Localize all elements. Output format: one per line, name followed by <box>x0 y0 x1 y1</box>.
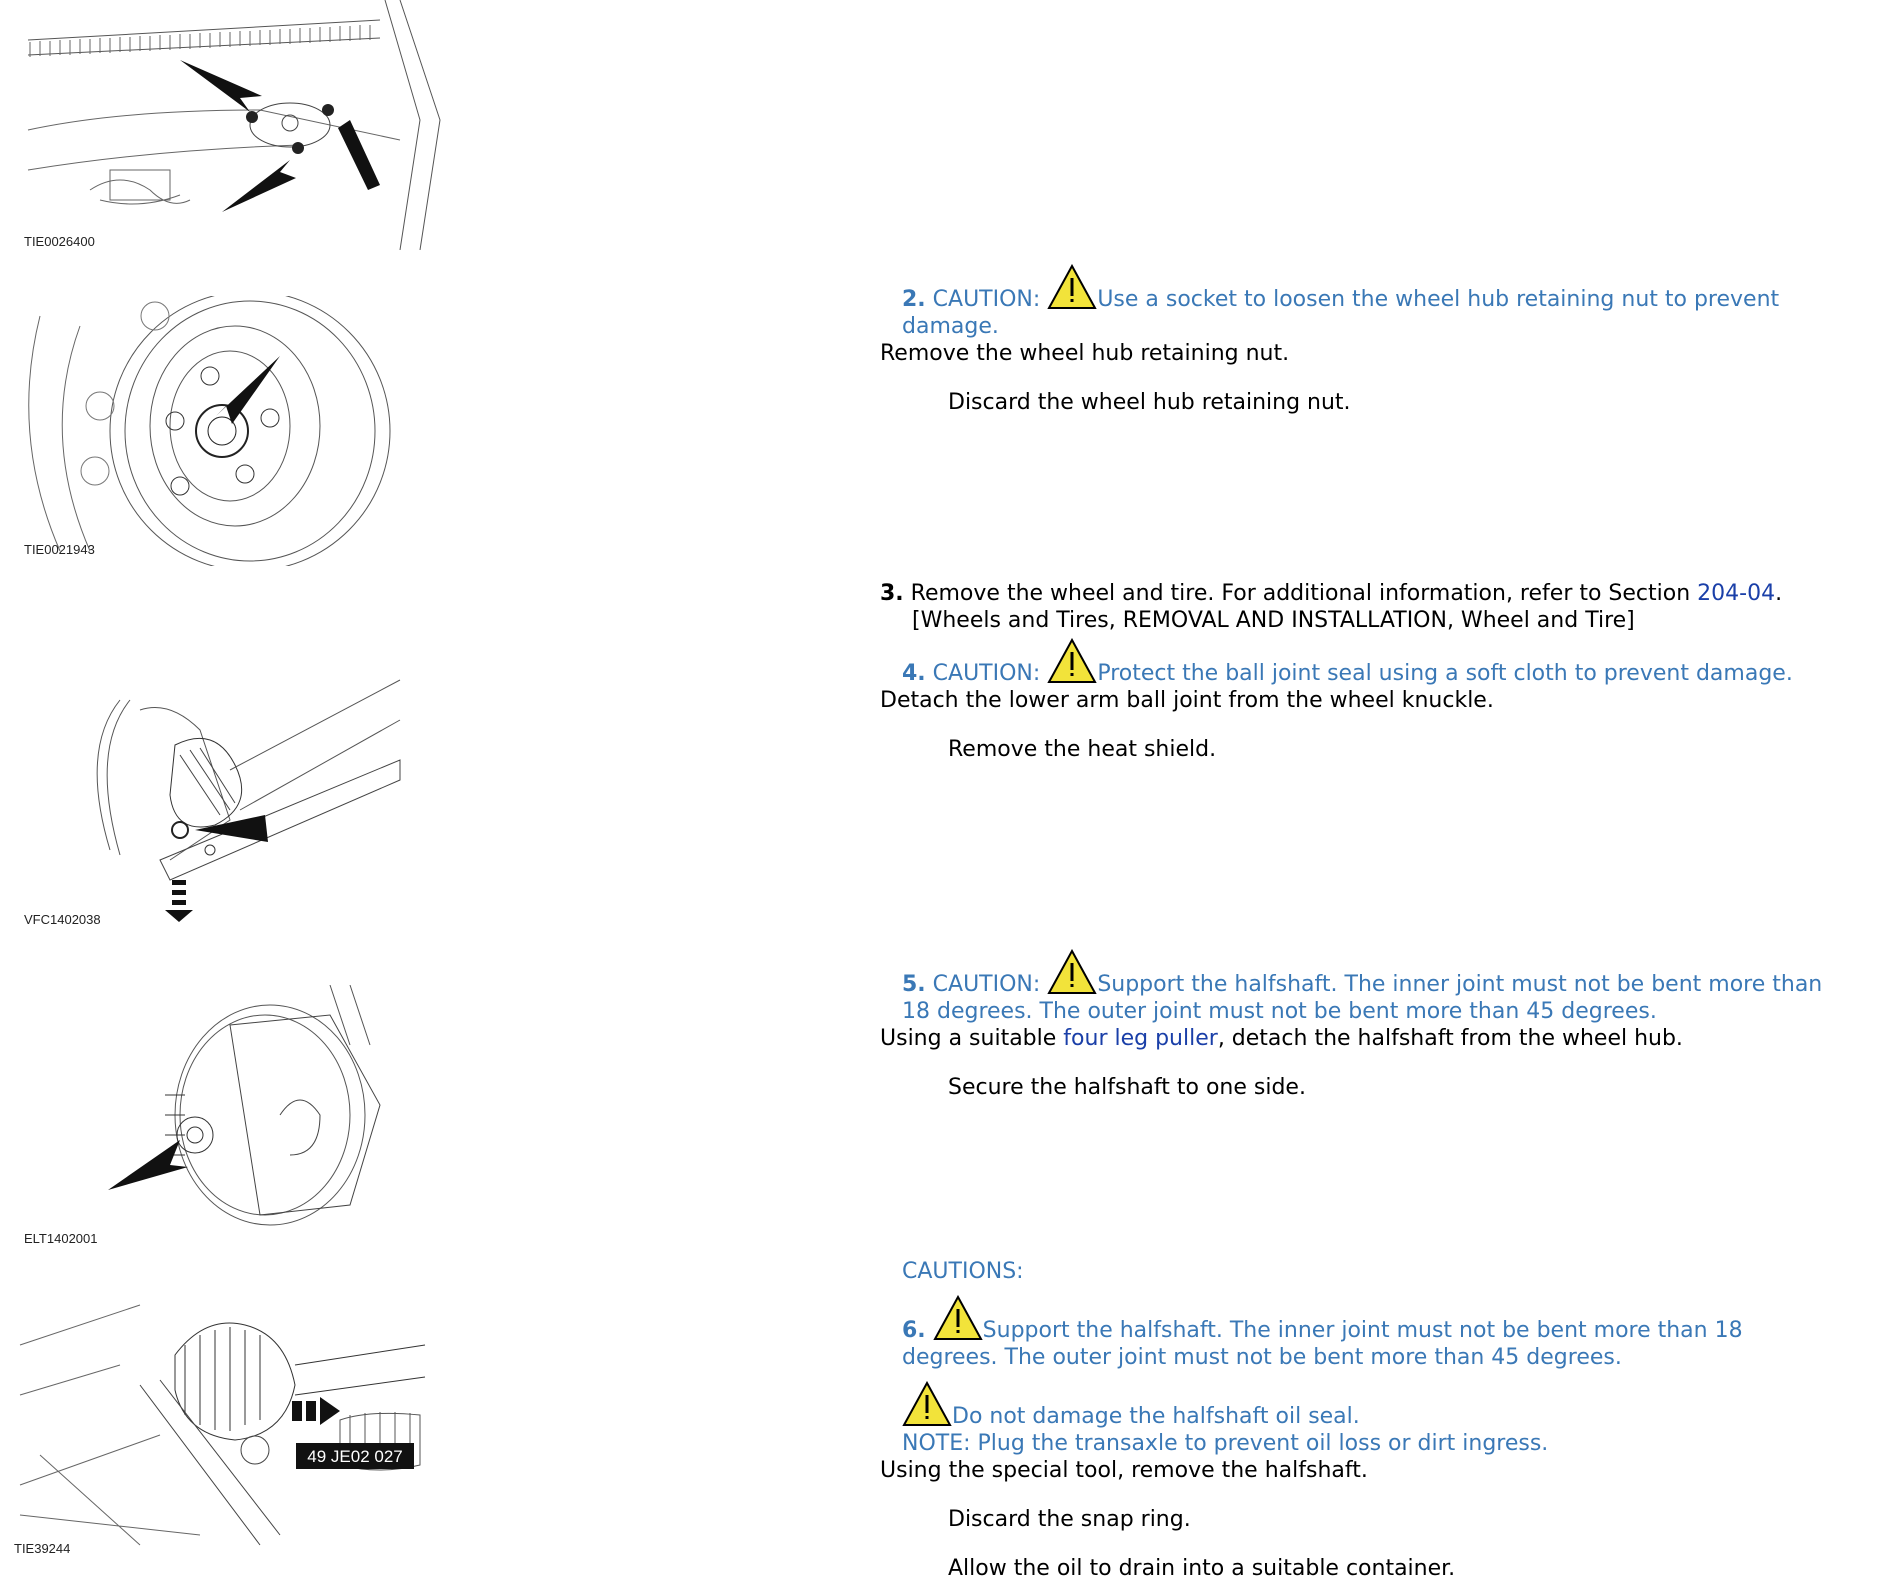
figure-label: TIE0021943 <box>24 542 95 557</box>
instruction-text: Using the special tool, remove the halfshaft. <box>880 1458 1368 1483</box>
caution-prefix: CAUTION: <box>932 287 1041 312</box>
figure-label: TIE0026400 <box>24 234 95 249</box>
caution-block <box>880 264 1842 340</box>
sub-step-text: Discard the snap ring. <box>948 1507 1191 1532</box>
step-number: 3. <box>880 581 904 606</box>
sub-step-text-2: Allow the oil to drain into a suitable container. <box>948 1556 1456 1581</box>
step-4 <box>880 638 1842 763</box>
caution-text: Support the halfshaft. The inner joint must not be bent more than 18 degrees. The outer joint must not be bent more than 45 degrees. <box>902 972 1823 1024</box>
caution-text: Use a socket to loosen the wheel hub retaining nut to prevent damage. <box>902 287 1780 339</box>
figure-halfshaft-hub <box>0 985 450 1255</box>
reference-bracket: [Wheels and Tires, REMOVAL AND INSTALLATION, Wheel and Tire] <box>912 608 1635 633</box>
figure-label: ELT1402001 <box>24 1231 98 1246</box>
instruction-text: Remove the wheel hub retaining nut. <box>880 341 1290 366</box>
sub-step-text: Discard the wheel hub retaining nut. <box>948 390 1351 415</box>
caution-block <box>880 949 1842 1025</box>
caution-block-2 <box>880 1381 1842 1430</box>
sub-step-text: Secure the halfshaft to one side. <box>948 1075 1306 1100</box>
period: . <box>1775 581 1783 606</box>
step-number: 5. <box>902 972 926 997</box>
step-6 <box>880 1258 1842 1582</box>
halfshaft-hub-illustration <box>0 985 450 1245</box>
warning-icon <box>1047 264 1097 310</box>
inset-label: 49 JE02 027 <box>307 1447 403 1466</box>
wheel-hub-illustration <box>0 296 450 566</box>
figure-label: VFC1402038 <box>24 912 101 927</box>
figure-wheel-hub <box>0 296 450 566</box>
sub-step-text: Remove the heat shield. <box>948 737 1217 762</box>
instruction-text <box>880 1025 1842 1052</box>
step-3 <box>880 580 1842 634</box>
instruction-end: , detach the halfshaft from the wheel hub. <box>1217 1026 1683 1051</box>
caution-prefix: CAUTION: <box>932 972 1041 997</box>
caution-prefix: CAUTION: <box>932 661 1041 686</box>
strut-mount-illustration <box>0 0 450 250</box>
warning-icon <box>902 1381 952 1427</box>
ball-joint-illustration <box>0 670 450 930</box>
step-number: 6. <box>902 1318 926 1343</box>
section-link[interactable]: 204-04 <box>1697 581 1776 606</box>
step-number: 4. <box>902 661 926 686</box>
caution-block <box>880 638 1842 687</box>
instruction-start: Using a suitable <box>880 1026 1057 1051</box>
instruction-text: Detach the lower arm ball joint from the wheel knuckle. <box>880 688 1494 713</box>
note-text: NOTE: Plug the transaxle to prevent oil loss or dirt ingress. <box>902 1431 1549 1456</box>
caution-block <box>880 1295 1842 1371</box>
cautions-heading: CAUTIONS: <box>902 1259 1024 1284</box>
caution-text: Do not damage the halfshaft oil seal. <box>952 1404 1360 1429</box>
caution-text: Support the halfshaft. The inner joint must not be bent more than 18 degrees. The outer joint must not be bent more than 45 degrees. <box>902 1318 1743 1370</box>
figure-halfshaft-removal <box>0 1285 450 1555</box>
figure-strut-mount <box>0 0 450 260</box>
halfshaft-removal-illustration <box>0 1285 450 1555</box>
warning-icon <box>1047 638 1097 684</box>
warning-icon <box>933 1295 983 1341</box>
figure-label: TIE39244 <box>14 1541 71 1556</box>
step-5 <box>880 949 1842 1101</box>
step-number: 2. <box>902 287 926 312</box>
four-leg-puller-link[interactable]: four leg puller <box>1063 1026 1218 1051</box>
instruction-text: Remove the wheel and tire. For additional information, refer to Section <box>910 581 1691 606</box>
caution-text: Protect the ball joint seal using a soft cloth to prevent damage. <box>1097 661 1793 686</box>
figure-ball-joint <box>0 670 450 940</box>
warning-icon <box>1047 949 1097 995</box>
step-2 <box>880 264 1842 416</box>
